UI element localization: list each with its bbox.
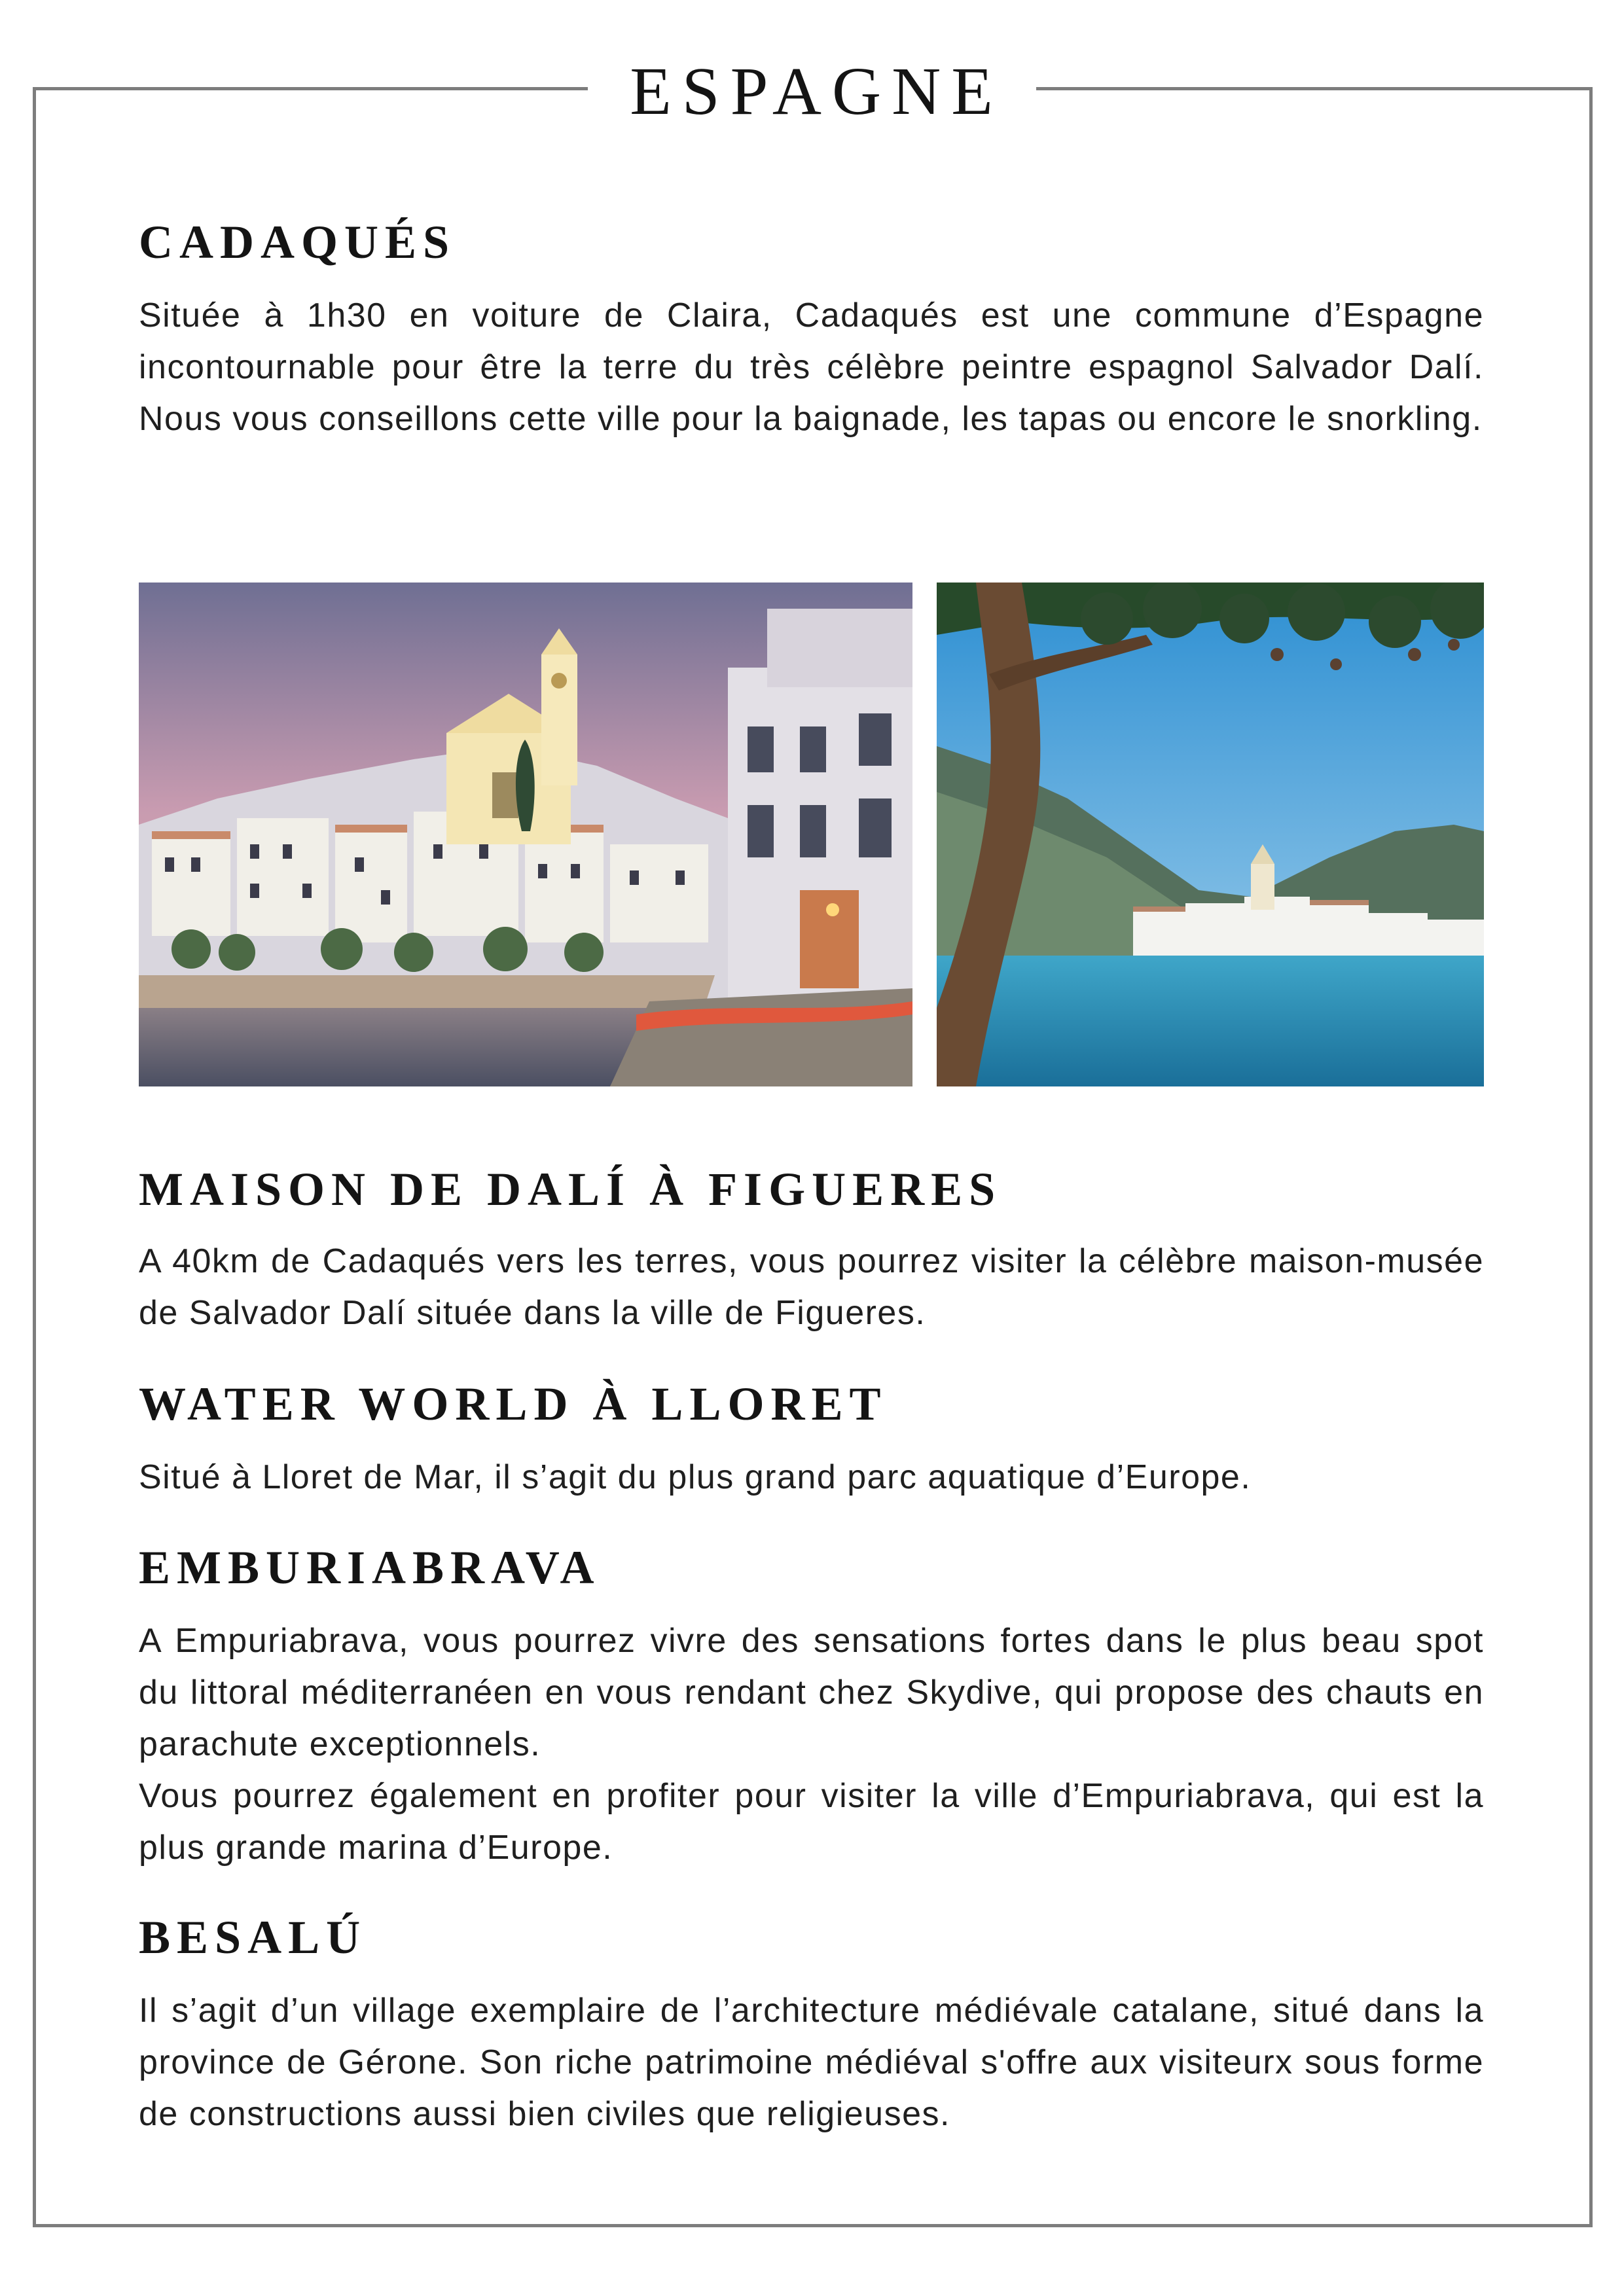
page-title bbox=[0, 52, 1624, 131]
section-text-emburiabrava-1: A Empuriabrava, vous pourrez vivre des sensations fortes dans le plus beau spot du littoral méditerranéen en vous rendant chez Skydive, qui propose des chauts en parachute exceptionnels. bbox=[139, 1622, 1484, 1763]
section-text-emburiabrava-2: Vous pourrez également en profiter pour visiter la ville d’Empuriabrava, qui est la plus grande marina d’Europe. bbox=[139, 1777, 1484, 1867]
section-text-cadaques: Située à 1h30 en voiture de Claira, Cadaqués est une commune d’Espagne incontournable pour être la terre du très célèbre peintre espagnol Salvador Dalí. Nous vous conseillons cette ville pour la baignade, les tapas ou encore le snorkling. bbox=[139, 296, 1484, 438]
section-title-maison-dali: MAISON DE DALÍ À FIGUERES bbox=[139, 1163, 1002, 1215]
cadaques-bay-with-pine-photo bbox=[937, 583, 1484, 1086]
section-text-besalu: Il s’agit d’un village exemplaire de l’architecture médiévale catalane, situé dans la province de Gérone. Son riche patrimoine médiéval s'offre aux visiteurx sous forme de constructions aussi bien civiles que religieuses. bbox=[139, 1992, 1484, 2133]
section-title-water-world: WATER WORLD À LLORET bbox=[139, 1378, 888, 1430]
page-title-text: ESPAGNE bbox=[588, 54, 1036, 129]
section-title-cadaques: CADAQUÉS bbox=[139, 216, 456, 268]
section-text-maison-dali: A 40km de Cadaqués vers les terres, vous pourrez visiter la célèbre maison-musée de Salvador Dalí située dans la ville de Figueres. bbox=[139, 1242, 1484, 1332]
section-text-water-world: Situé à Lloret de Mar, il s’agit du plus grand parc aquatique d’Europe. bbox=[139, 1458, 1252, 1496]
cadaques-evening-town-photo bbox=[139, 583, 912, 1086]
section-title-besalu: BESALÚ bbox=[139, 1911, 367, 1964]
section-title-emburiabrava: EMBURIABRAVA bbox=[139, 1541, 601, 1594]
